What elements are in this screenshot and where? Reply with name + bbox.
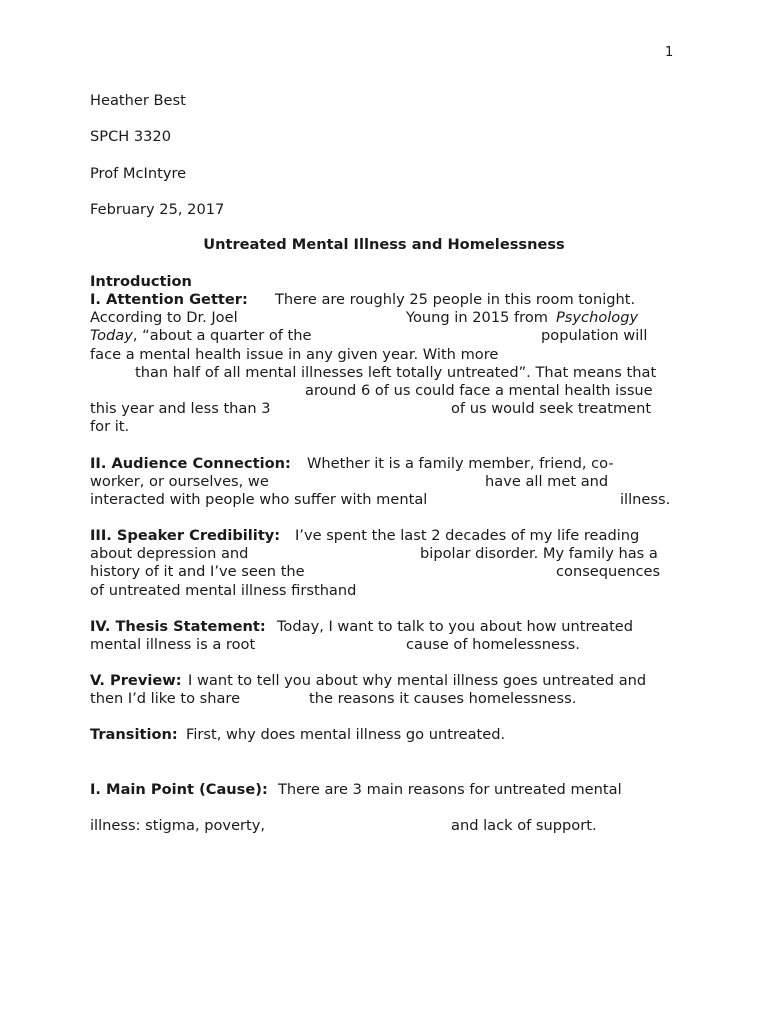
attention-getter-text: , “about a quarter of the xyxy=(132,327,312,345)
speaker-credibility-section xyxy=(90,527,678,600)
document-title: Untreated Mental Illness and Homelessness xyxy=(203,236,565,253)
speaker-credibility-label: III. Speaker Credibility: xyxy=(90,527,281,544)
main-point-text: and lack of support. xyxy=(451,817,597,834)
audience-connection-text: interacted with people who suffer with mental xyxy=(90,491,428,509)
main-point-section xyxy=(90,781,678,799)
attention-getter-text: population will xyxy=(541,327,648,345)
audience-connection-text: have all met and xyxy=(485,473,609,491)
attention-getter-text: for it. xyxy=(90,418,130,436)
audience-connection-text: worker, or ourselves, we xyxy=(90,473,269,491)
attention-getter-label: I. Attention Getter: xyxy=(90,291,248,308)
thesis-statement-label: IV. Thesis Statement: xyxy=(90,618,266,635)
thesis-statement-text: mental illness is a root xyxy=(90,636,256,654)
introduction-heading: Introduction xyxy=(90,273,192,290)
speaker-credibility-text: bipolar disorder. My family has a xyxy=(420,545,658,563)
page-number: 1 xyxy=(665,45,674,60)
transition-label: Transition: xyxy=(90,726,178,743)
transition-text: First, why does mental illness go untreated. xyxy=(186,726,506,743)
attention-getter-text: face a mental health issue in any given year. With more xyxy=(90,345,499,363)
attention-getter-text: than half of all mental illnesses left totally untreated”. That means that xyxy=(135,363,657,381)
thesis-statement-text: Today, I want to talk to you about how untreated xyxy=(277,618,634,635)
attention-getter-text: of us would seek treatment xyxy=(451,400,652,418)
preview-text: the reasons it causes homelessness. xyxy=(309,690,577,708)
preview-text: I want to tell you about why mental illness goes untreated and xyxy=(188,672,647,689)
thesis-statement-text: cause of homelessness. xyxy=(406,636,580,654)
main-point-label: I. Main Point (Cause): xyxy=(90,781,268,798)
audience-connection-section xyxy=(90,455,678,510)
attention-getter-text: There are roughly 25 people in this room tonight. xyxy=(275,291,636,308)
speaker-credibility-text: consequences xyxy=(556,563,661,581)
main-point-text: There are 3 main reasons for untreated mental xyxy=(278,781,622,798)
main-point-text: illness: stigma, poverty, xyxy=(90,817,266,834)
document-date: February 25, 2017 xyxy=(90,201,225,218)
course-code: SPCH 3320 xyxy=(90,128,172,145)
attention-getter-text: this year and less than 3 xyxy=(90,400,271,418)
author-name: Heather Best xyxy=(90,92,186,109)
speaker-credibility-text: I’ve spent the last 2 decades of my life reading xyxy=(295,527,640,544)
preview-section xyxy=(90,672,678,708)
attention-getter-text: Young in 2015 from xyxy=(406,309,548,327)
attention-getter-section xyxy=(90,291,678,437)
speaker-credibility-text: about depression and xyxy=(90,545,249,563)
preview-text: then I’d like to share xyxy=(90,690,241,708)
transition-section xyxy=(90,726,678,744)
audience-connection-text: illness. xyxy=(620,491,671,509)
audience-connection-text: Whether it is a family member, friend, co- xyxy=(307,455,614,472)
speaker-credibility-text: of untreated mental illness firsthand xyxy=(90,581,357,599)
attention-getter-text: According to Dr. Joel xyxy=(90,309,238,327)
attention-getter-text: around 6 of us could face a mental health issue xyxy=(305,381,653,399)
thesis-statement-section xyxy=(90,618,678,654)
source-title: Psychology xyxy=(556,309,639,327)
main-point-continuation xyxy=(90,817,678,835)
source-title: Today xyxy=(90,327,133,345)
audience-connection-label: II. Audience Connection: xyxy=(90,455,291,472)
preview-label: V. Preview: xyxy=(90,672,182,689)
professor-name: Prof McIntyre xyxy=(90,165,187,182)
speaker-credibility-text: history of it and I’ve seen the xyxy=(90,563,305,581)
